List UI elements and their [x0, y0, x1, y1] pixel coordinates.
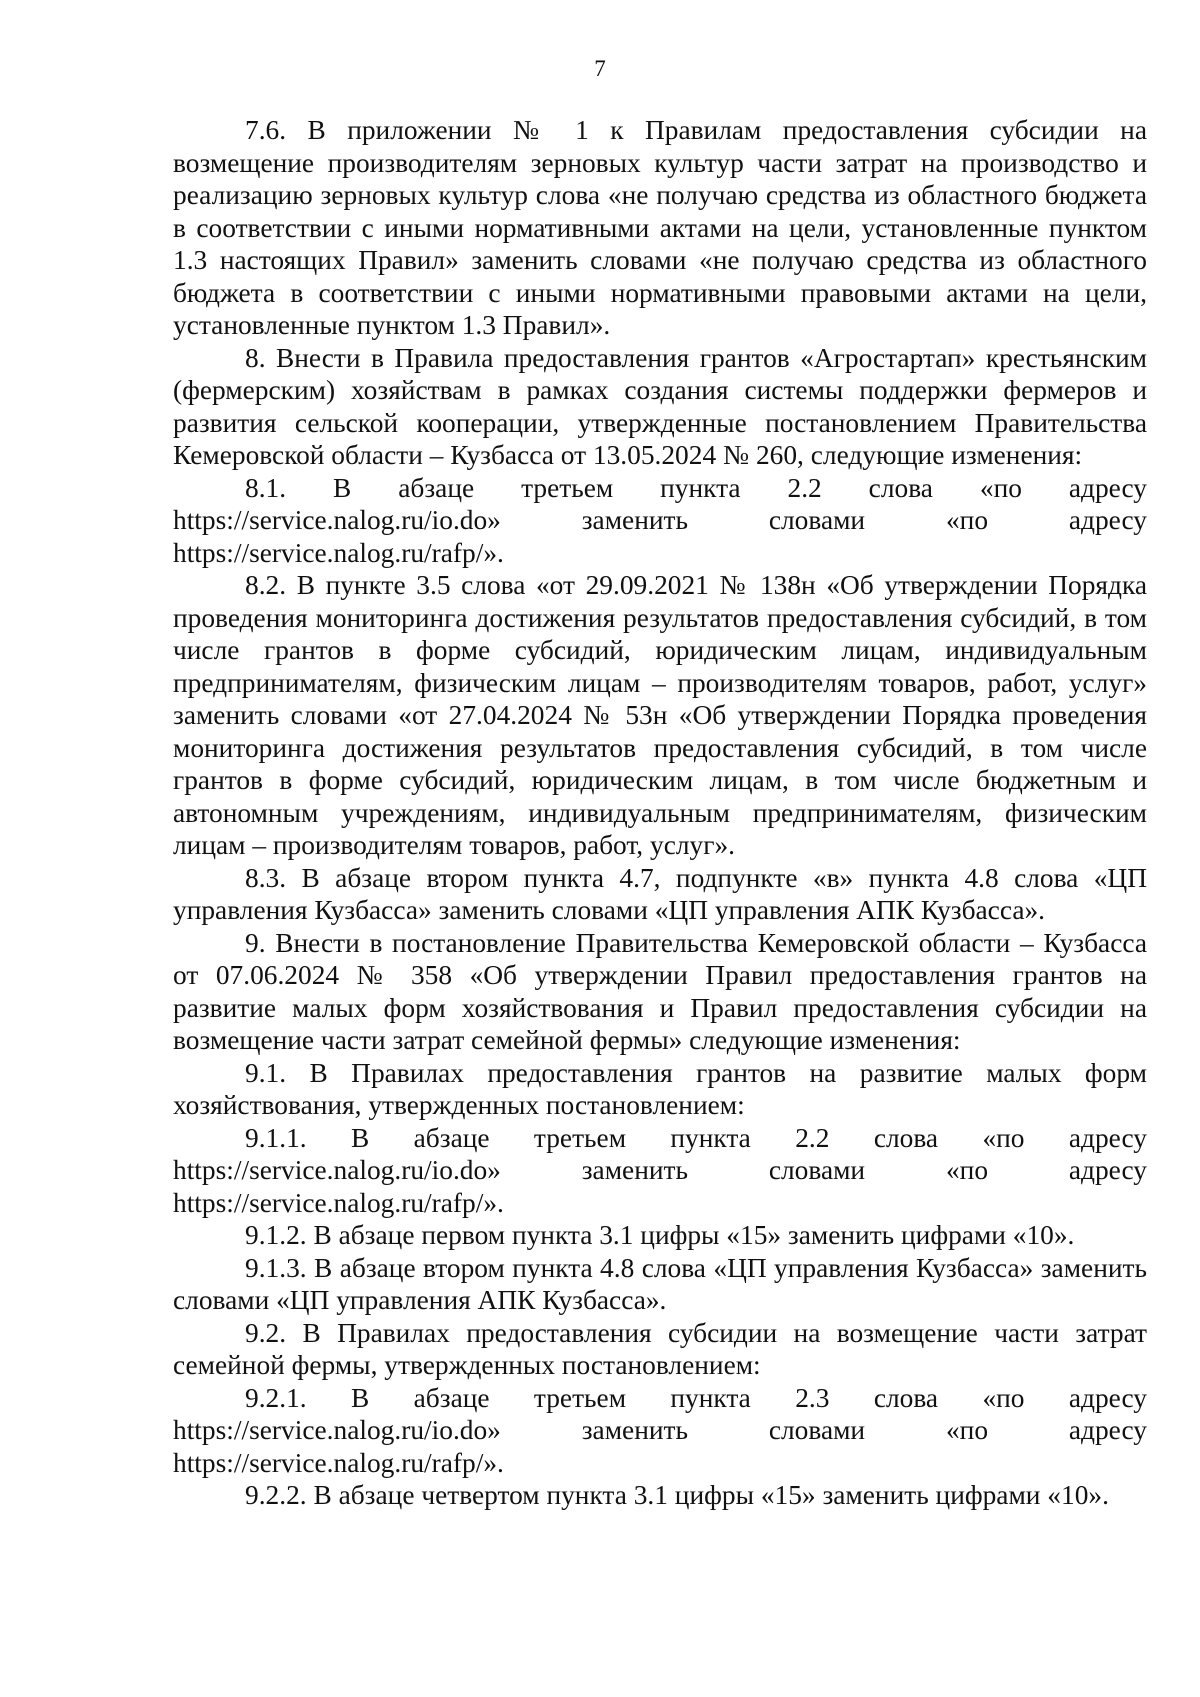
paragraph-9-2: 9.2. В Правилах предоставления субсидии на возмещение части затрат семейной фермы, утвержденных постановлением: — [173, 1317, 1147, 1380]
document-body — [173, 114, 1147, 1512]
paragraph-8: 8. Внести в Правила предоставления грантов «Агростартап» крестьянским (фермерским) хозяйствам в рамках создания системы поддержки фермеров и развития сельской кооперации, утвержденные постановлением Правительства Кемеровской области – Кузбасса от 13.05.2024 № 260, следующие изменения: — [173, 342, 1147, 470]
paragraph-9-1: 9.1. В Правилах предоставления грантов на развитие малых форм хозяйствования, утвержденных постановлением: — [173, 1057, 1147, 1120]
paragraph-8-2: 8.2. В пункте 3.5 слова «от 29.09.2021 № 138н «Об утверждении Порядка проведения мониторинга достижения результатов предоставления субсидий, в том числе грантов в форме субсидий, юридическим лицам, индивидуальным предпринимателям, физическим лицам – производителям товаров, работ, услуг» заменить словами «от 27.04.2024 № 53н «Об утверждении Порядка проведения мониторинга достижения результатов предоставления субсидий, в том числе грантов в форме субсидий, юридическим лицам, в том числе бюджетным и автономным учреждениям, индивидуальным предпринимателям, физическим лицам – производителям товаров, работ, услуг». — [173, 570, 1147, 860]
paragraph-8-3: 8.3. В абзаце втором пункта 4.7, подпункте «в» пункта 4.8 слова «ЦП управления Кузбасса» заменить словами «ЦП управления АПК Кузбасса». — [173, 862, 1147, 925]
paragraph-9-1-1: 9.1.1. В абзаце третьем пункта 2.2 слова «по адресу https://service.nalog.ru/io.do» заменить словами «по адресу https://service.nalog.ru/rafp/». — [173, 1122, 1147, 1218]
paragraph-7-6: 7.6. В приложении № 1 к Правилам предоставления субсидии на возмещение производителям зерновых культур части затрат на производство и реализацию зерновых культур слова «не получаю средства из областного бюджета в соответствии с иными нормативными актами на цели, установленные пунктом 1.3 настоящих Правил» заменить словами «не получаю средства из областного бюджета в соответствии с иными нормативными правовыми актами на цели, установленные пунктом 1.3 Правил». — [173, 115, 1147, 340]
paragraph-9-2-1: 9.2.1. В абзаце третьем пункта 2.3 слова «по адресу https://service.nalog.ru/io.do» заменить словами «по адресу https://service.nalog.ru/rafp/». — [173, 1382, 1147, 1478]
paragraph-8-1: 8.1. В абзаце третьем пункта 2.2 слова «по адресу https://service.nalog.ru/io.do» заменить словами «по адресу https://service.nalog.ru/rafp/». — [173, 472, 1147, 568]
page-number: 7 — [594, 56, 606, 81]
paragraph-9: 9. Внести в постановление Правительства Кемеровской области – Кузбасса от 07.06.2024 № 358 «Об утверждении Правил предоставления грантов на развитие малых форм хозяйствования и Правил предоставления субсидии на возмещение части затрат семейной фермы» следующие изменения: — [173, 927, 1147, 1055]
paragraph-9-1-2: 9.1.2. В абзаце первом пункта 3.1 цифры «15» заменить цифрами «10». — [245, 1220, 1075, 1250]
paragraph-9-1-3: 9.1.3. В абзаце втором пункта 4.8 слова «ЦП управления Кузбасса» заменить словами «ЦП управления АПК Кузбасса». — [173, 1252, 1147, 1315]
paragraph-9-2-2: 9.2.2. В абзаце четвертом пункта 3.1 цифры «15» заменить цифрами «10». — [245, 1480, 1109, 1510]
